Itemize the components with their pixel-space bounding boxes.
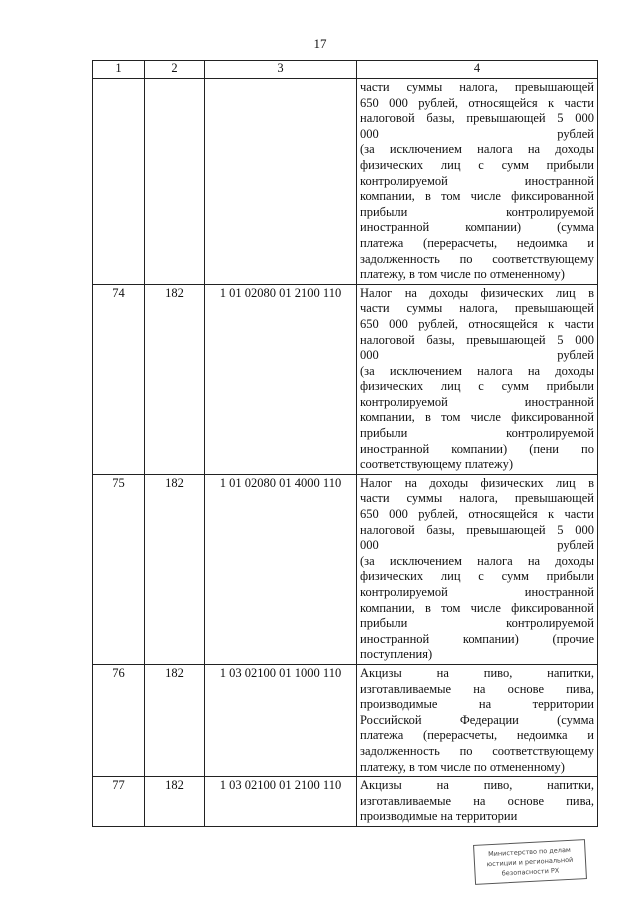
description-line: физических лиц с сумм прибыли: [360, 569, 594, 584]
budget-classification-code: 1 03 02100 01 1000 110: [205, 664, 357, 776]
revenue-description: [357, 474, 598, 664]
description-line: иностранной компании) (пени по: [360, 441, 594, 456]
description-line: 000 рублей: [360, 348, 594, 363]
revenue-description: [357, 664, 598, 776]
table-row: [93, 664, 598, 776]
table-row: [93, 474, 598, 664]
description-line: налоговой базы, превышающей 5 000: [360, 111, 594, 126]
description-line: (за исключением налога на доходы: [360, 142, 594, 157]
description-line: Налог на доходы физических лиц в: [360, 475, 594, 490]
description-line: части суммы налога, превышающей: [360, 301, 594, 316]
revenue-description: [357, 777, 598, 827]
row-number: 77: [93, 777, 145, 827]
administrator-code: 182: [145, 777, 205, 827]
row-number: 75: [93, 474, 145, 664]
description-line: задолженность по соответствующему: [360, 743, 594, 758]
description-line: налоговой базы, превышающей 5 000: [360, 522, 594, 537]
table-row: [93, 79, 598, 285]
description-line: иностранной компании) (прочие: [360, 631, 594, 646]
description-line: платежу, в том числе по отмененному): [360, 759, 565, 774]
description-line: части суммы налога, превышающей: [360, 491, 594, 506]
description-line: прибыли контролируемой: [360, 426, 594, 441]
stamp-line: безопасности РХ: [501, 866, 560, 878]
description-line: производимые на территории: [360, 697, 594, 712]
description-line: производимые на территории: [360, 809, 518, 824]
revenue-description: [357, 284, 598, 474]
description-line: 000 рублей: [360, 126, 594, 141]
description-line: соответствующему платежу): [360, 457, 514, 472]
table-row: [93, 777, 598, 827]
description-line: контролируемой иностранной: [360, 394, 594, 409]
description-line: 650 000 рублей, относящейся к части: [360, 95, 594, 110]
description-line: 650 000 рублей, относящейся к части: [360, 316, 594, 331]
description-line: изготавливаемые на основе пива,: [360, 681, 594, 696]
administrator-code: 182: [145, 664, 205, 776]
table-body: [93, 79, 598, 827]
stamp-line: Министерство по делам: [487, 845, 572, 859]
header-col-4: 4: [357, 61, 598, 79]
administrator-code: 182: [145, 474, 205, 664]
description-line: контролируемой иностранной: [360, 173, 594, 188]
description-line: контролируемой иностранной: [360, 585, 594, 599]
header-col-3: 3: [205, 61, 357, 79]
description-line: иностранной компании) (сумма: [360, 220, 594, 235]
kbk-table: [92, 60, 598, 827]
description-line: 000 рублей: [360, 538, 594, 553]
description-line: (за исключением налога на доходы: [360, 363, 594, 378]
administrator-code: [145, 79, 205, 285]
description-line: компании, в том числе фиксированной: [360, 600, 594, 615]
description-line: задолженность по соответствующему: [360, 251, 594, 266]
budget-classification-code: 1 01 02080 01 2100 110: [205, 284, 357, 474]
description-line: физических лиц с сумм прибыли: [360, 379, 594, 394]
budget-classification-code: 1 01 02080 01 4000 110: [205, 474, 357, 664]
description-line: Налог на доходы физических лиц в: [360, 285, 594, 300]
description-line: платежа (перерасчеты, недоимка и: [360, 235, 594, 250]
description-line: Акцизы на пиво, напитки,: [360, 778, 594, 793]
table-row: [93, 284, 598, 474]
description-line: физических лиц с сумм прибыли: [360, 157, 594, 172]
stamp-line: юстиции и региональной: [486, 855, 574, 869]
description-line: прибыли контролируемой: [360, 204, 594, 219]
header-col-2: 2: [145, 61, 205, 79]
description-line: (за исключением налога на доходы: [360, 553, 594, 568]
description-line: поступления): [360, 647, 433, 662]
row-number: 76: [93, 664, 145, 776]
description-line: платежа (перерасчеты, недоимка и: [360, 728, 594, 743]
row-number: [93, 79, 145, 285]
table-header-row: [93, 61, 598, 79]
administrator-code: 182: [145, 284, 205, 474]
description-line: Акцизы на пиво, напитки,: [360, 665, 594, 680]
description-line: компании, в том числе фиксированной: [360, 189, 594, 204]
header-col-1: 1: [93, 61, 145, 79]
description-line: 650 000 рублей, относящейся к части: [360, 507, 594, 522]
description-line: прибыли контролируемой: [360, 616, 594, 631]
description-line: изготавливаемые на основе пива,: [360, 793, 594, 808]
description-line: Российской Федерации (сумма: [360, 712, 594, 727]
description-line: налоговой базы, превышающей 5 000: [360, 332, 594, 347]
description-line: платежу, в том числе по отмененному): [360, 267, 565, 282]
row-number: 74: [93, 284, 145, 474]
description-line: части суммы налога, превышающей: [360, 80, 594, 94]
page-number: 17: [313, 36, 327, 51]
registration-stamp: [473, 839, 587, 885]
budget-classification-code: [205, 79, 357, 285]
description-line: компании, в том числе фиксированной: [360, 410, 594, 425]
budget-classification-code: 1 03 02100 01 2100 110: [205, 777, 357, 827]
revenue-description: [357, 79, 598, 285]
